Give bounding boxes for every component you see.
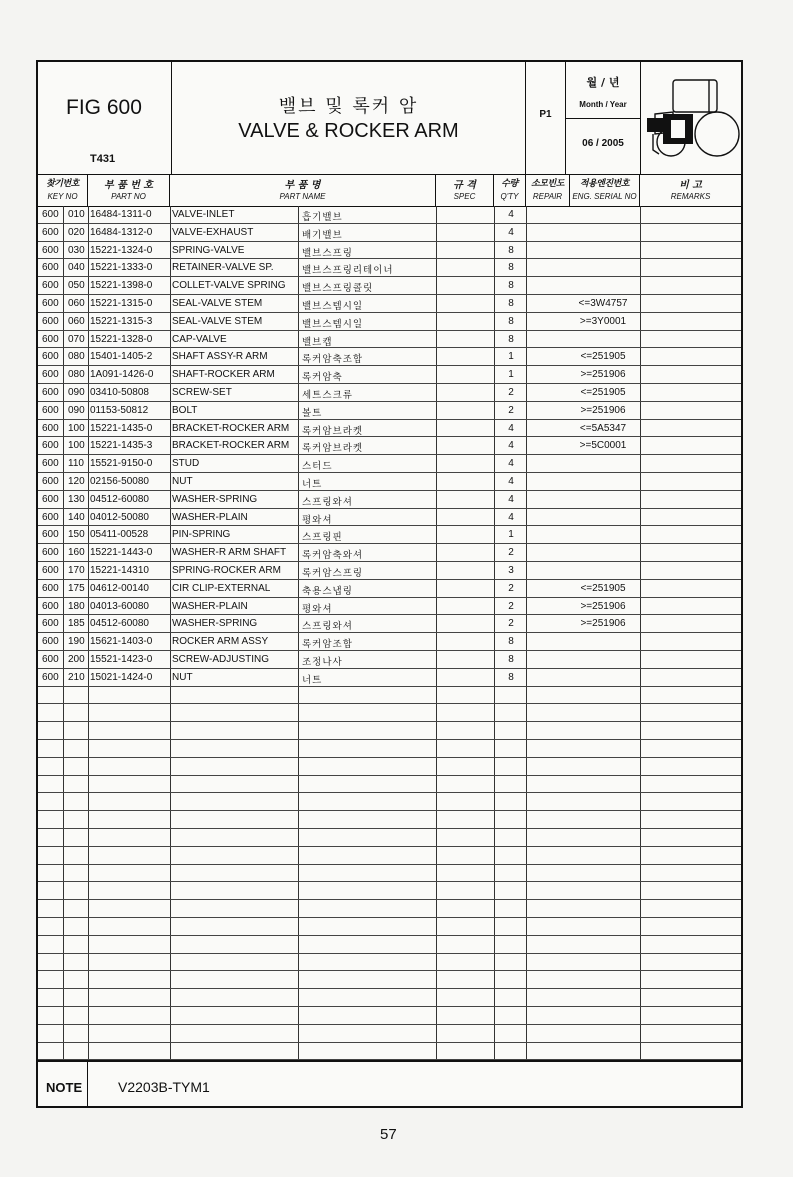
key-number-cell: 100	[68, 440, 85, 452]
title-box	[172, 62, 526, 174]
table-row	[38, 242, 741, 260]
table-row	[38, 259, 741, 277]
table-row	[38, 989, 741, 1007]
table-row	[38, 1007, 741, 1025]
quantity-cell: 8	[508, 262, 514, 274]
table-row	[38, 491, 741, 509]
table-row	[38, 331, 741, 349]
part-name-english-cell: PIN-SPRING	[172, 529, 231, 541]
table-row	[38, 402, 741, 420]
fig-number-cell: 600	[42, 369, 59, 381]
part-name-korean-cell: 흡기밸브	[302, 212, 343, 223]
part-name-english-cell: BRACKET-ROCKER ARM	[172, 422, 290, 434]
fig-number-cell: 600	[42, 565, 59, 576]
part-name-english-cell: WASHER-PLAIN	[172, 511, 248, 523]
key-number-cell: 180	[68, 600, 85, 612]
part-name-english-cell: SHAFT ASSY-R ARM	[172, 351, 268, 363]
table-row	[38, 509, 741, 527]
table-row	[38, 473, 741, 491]
part-number-cell: 1A091-1426-0	[90, 369, 154, 381]
date-box	[566, 62, 641, 174]
part-number-cell: 15221-1435-0	[90, 422, 153, 434]
table-row	[38, 669, 741, 687]
col-part-name-ko: 부 품 명	[284, 180, 321, 191]
fig-number-cell: 600	[42, 618, 59, 630]
fig-number-cell: 600	[42, 511, 59, 523]
col-part-no-ko: 부 품 번 호	[103, 180, 154, 191]
part-name-english-cell: WASHER-SPRING	[172, 493, 258, 505]
key-number-cell: 100	[68, 422, 85, 434]
table-row	[38, 562, 741, 580]
part-name-english-cell: SEAL-VALVE STEM	[172, 298, 263, 309]
quantity-cell: 4	[508, 493, 514, 505]
table-row	[38, 776, 741, 794]
quantity-cell: 2	[508, 404, 514, 416]
part-name-english-cell: BRACKET-ROCKER ARM	[172, 440, 290, 452]
part-name-english-cell: RETAINER-VALVE SP.	[172, 262, 274, 274]
part-number-cell: 04012-50080	[90, 511, 149, 523]
part-number-cell: 01153-50812	[90, 404, 149, 416]
page-number: 57	[380, 1126, 397, 1143]
part-name-korean-cell: 평와셔	[302, 514, 333, 526]
col-part-name-en: PART NAME	[279, 192, 326, 201]
part-name-english-cell: VALVE-INLET	[172, 209, 235, 220]
part-name-english-cell: BOLT	[172, 404, 198, 416]
table-row	[38, 384, 741, 402]
part-name-english-cell: SPRING-ROCKER ARM	[172, 565, 281, 576]
part-number-cell: 15221-1324-0	[90, 244, 153, 256]
quantity-cell: 4	[508, 209, 514, 220]
key-number-cell: 080	[68, 351, 85, 363]
page-code-box	[526, 62, 566, 174]
parts-table-body	[38, 206, 741, 1060]
fig-number-cell: 600	[42, 600, 59, 612]
col-remarks-ko: 비 고	[679, 180, 702, 191]
key-number-cell: 030	[68, 244, 85, 256]
part-name-korean-cell: 록커암조합	[302, 639, 353, 651]
fig-number-cell: 600	[42, 636, 59, 648]
date-divider	[566, 118, 640, 119]
quantity-cell: 8	[508, 333, 514, 345]
key-number-cell: 150	[68, 529, 85, 541]
col-remarks-en: REMARKS	[670, 192, 711, 201]
table-row	[38, 277, 741, 295]
table-row	[38, 793, 741, 811]
col-serial	[570, 174, 640, 206]
note-label: NOTE	[46, 1080, 83, 1095]
table-row	[38, 971, 741, 989]
part-number-cell: 15401-1405-2	[90, 351, 153, 363]
part-name-korean-cell: 록커암축조합	[302, 354, 364, 366]
quantity-cell: 2	[508, 582, 514, 594]
part-name-korean-cell: 너트	[302, 674, 323, 686]
table-row	[38, 633, 741, 651]
table-row	[38, 224, 741, 242]
part-number-cell: 05411-00528	[90, 529, 149, 541]
table-row	[38, 455, 741, 473]
col-remarks	[640, 174, 741, 206]
table-row	[38, 687, 741, 705]
quantity-cell: 8	[508, 298, 514, 309]
part-name-english-cell: SHAFT-ROCKER ARM	[172, 369, 275, 381]
date-label-english: Month / Year	[579, 100, 627, 109]
serial-range-cell: >=3Y0001	[579, 315, 627, 327]
fig-number-cell: 600	[42, 280, 59, 292]
table-row	[38, 1043, 741, 1061]
part-number-cell: 03410-50808	[90, 387, 149, 398]
part-name-korean-cell: 록커암브라켓	[302, 443, 364, 455]
col-key-no-ko: 찾기번호	[46, 179, 79, 189]
serial-range-cell: >=251906	[580, 404, 626, 416]
serial-range-cell: >=251906	[580, 369, 626, 381]
table-row	[38, 829, 741, 847]
part-name-korean-cell: 축용스냅링	[302, 585, 353, 597]
part-number-cell: 15221-1315-3	[90, 315, 153, 327]
quantity-cell: 8	[508, 280, 514, 292]
page-code: P1	[539, 109, 552, 120]
table-row	[38, 598, 741, 616]
quantity-cell: 8	[508, 636, 514, 648]
fig-number-cell: 600	[42, 209, 59, 220]
part-name-korean-cell: 스프링와셔	[302, 621, 353, 633]
quantity-cell: 4	[508, 511, 514, 523]
note-bar	[38, 1060, 741, 1108]
key-number-cell: 010	[68, 209, 85, 220]
part-name-english-cell: ROCKER ARM ASSY	[172, 636, 269, 648]
key-number-cell: 070	[68, 333, 85, 345]
key-number-cell: 185	[68, 618, 85, 630]
part-name-english-cell: NUT	[172, 671, 193, 683]
col-spec-en: SPEC	[453, 192, 476, 201]
fig-number-cell: 600	[42, 422, 59, 434]
part-number-cell: 15221-1333-0	[90, 262, 153, 274]
part-name-english-cell: NUT	[172, 476, 193, 487]
fig-number-cell: 600	[42, 529, 59, 541]
part-number-cell: 04512-60080	[90, 618, 149, 630]
part-name-english-cell: SCREW-ADJUSTING	[172, 654, 270, 665]
quantity-cell: 8	[508, 671, 514, 683]
table-row	[38, 740, 741, 758]
quantity-cell: 2	[508, 618, 514, 630]
fig-number-cell: 600	[42, 404, 59, 416]
part-name-korean-cell: 록커암축	[302, 372, 343, 384]
fig-number-cell: 600	[42, 262, 59, 274]
quantity-cell: 8	[508, 654, 514, 665]
serial-range-cell: <=3W4757	[578, 298, 628, 309]
col-spec-ko: 규 격	[453, 180, 476, 191]
col-repair-ko: 소모빈도	[531, 179, 564, 189]
date-label-korean: 월 / 년	[586, 76, 620, 89]
fig-number-cell: 600	[42, 351, 59, 363]
part-name-english-cell: WASHER-R ARM SHAFT	[172, 547, 287, 559]
fig-number-cell: 600	[42, 226, 59, 238]
part-name-korean-cell: 록커암브라켓	[302, 425, 364, 437]
quantity-cell: 4	[508, 476, 514, 487]
figure-number: FIG 600	[66, 96, 142, 119]
part-number-cell: 15221-1398-0	[90, 280, 153, 292]
table-row	[38, 526, 741, 544]
sheet-header	[38, 62, 741, 175]
col-key-no	[38, 174, 88, 206]
quantity-cell: 2	[508, 547, 514, 559]
part-number-cell: 15221-1315-0	[90, 298, 153, 309]
table-row	[38, 847, 741, 865]
fig-number-cell: 600	[42, 493, 59, 505]
fig-number-cell: 600	[42, 476, 59, 487]
table-row	[38, 900, 741, 918]
quantity-cell: 3	[508, 565, 514, 576]
part-number-cell: 02156-50080	[90, 476, 149, 487]
quantity-cell: 4	[508, 422, 514, 434]
note-text: V2203B-TYM1	[118, 1079, 210, 1095]
col-part-no-en: PART NO	[111, 192, 146, 201]
col-serial-en: ENG. SERIAL NO	[572, 192, 637, 201]
part-name-english-cell: WASHER-PLAIN	[172, 600, 248, 612]
quantity-cell: 1	[508, 529, 514, 541]
table-row	[38, 1025, 741, 1043]
table-row	[38, 295, 741, 313]
key-number-cell: 130	[68, 493, 85, 505]
model-code: T431	[90, 153, 116, 165]
col-qty-ko: 수량	[501, 179, 518, 189]
key-number-cell: 210	[68, 671, 85, 683]
serial-range-cell: >=5C0001	[579, 440, 627, 452]
table-row	[38, 882, 741, 900]
part-name-korean-cell: 밸브스프링리테이너	[302, 265, 394, 277]
table-row	[38, 918, 741, 936]
part-name-english-cell: COLLET-VALVE SPRING	[172, 280, 286, 292]
title-korean: 밸브 및 록커 암	[278, 96, 419, 117]
table-row	[38, 936, 741, 954]
serial-range-cell: >=251906	[580, 600, 626, 612]
key-number-cell: 060	[68, 298, 85, 309]
table-row	[38, 206, 741, 224]
serial-range-cell: <=5A5347	[579, 422, 627, 434]
key-number-cell: 110	[68, 458, 84, 470]
part-name-english-cell: SPRING-VALVE	[172, 244, 245, 256]
table-row	[38, 704, 741, 722]
part-name-korean-cell: 조정나사	[302, 657, 343, 668]
date-value: 06 / 2005	[582, 138, 624, 149]
fig-number-cell: 600	[42, 458, 59, 470]
part-name-korean-cell: 볼트	[302, 407, 323, 419]
key-number-cell: 020	[68, 226, 85, 238]
table-row	[38, 313, 741, 331]
col-part-name	[170, 174, 436, 206]
col-key-no-en: KEY NO	[47, 192, 78, 201]
key-number-cell: 040	[68, 262, 85, 274]
fig-number-cell: 600	[42, 298, 59, 309]
quantity-cell: 1	[508, 351, 514, 363]
part-name-english-cell: VALVE-EXHAUST	[172, 226, 254, 238]
part-name-korean-cell: 밸브스템시일	[302, 318, 364, 330]
serial-range-cell: <=251905	[580, 387, 626, 398]
fig-number-cell: 600	[42, 315, 59, 327]
col-qty	[494, 174, 526, 206]
quantity-cell: 2	[508, 600, 514, 612]
tractor-icon	[641, 62, 741, 174]
table-row	[38, 420, 741, 438]
key-number-cell: 050	[68, 280, 85, 292]
table-row	[38, 348, 741, 366]
part-name-english-cell: SEAL-VALVE STEM	[172, 315, 263, 327]
key-number-cell: 175	[68, 582, 85, 594]
quantity-cell: 8	[508, 315, 514, 327]
quantity-cell: 4	[508, 226, 514, 238]
table-row	[38, 544, 741, 562]
part-number-cell: 04612-00140	[90, 582, 149, 594]
fig-number-cell: 600	[42, 244, 59, 256]
part-name-english-cell: CAP-VALVE	[172, 333, 227, 345]
part-number-cell: 16484-1311-0	[90, 209, 152, 220]
part-name-korean-cell: 스프링와셔	[302, 496, 353, 508]
part-name-korean-cell: 스터드	[302, 461, 333, 473]
part-name-korean-cell: 평와셔	[302, 603, 333, 615]
key-number-cell: 200	[68, 654, 85, 665]
key-number-cell: 160	[68, 547, 85, 559]
part-number-cell: 15521-1423-0	[90, 654, 153, 665]
quantity-cell: 4	[508, 440, 514, 452]
col-qty-en: Q'TY	[500, 192, 519, 201]
table-row	[38, 580, 741, 598]
part-name-english-cell: WASHER-SPRING	[172, 618, 258, 630]
key-number-cell: 080	[68, 369, 85, 381]
column-header-row	[38, 174, 741, 207]
part-name-korean-cell: 너트	[302, 479, 323, 490]
quantity-cell: 4	[508, 458, 514, 470]
fig-number-cell: 600	[42, 547, 59, 559]
table-row	[38, 865, 741, 883]
col-part-no	[88, 174, 170, 206]
col-repair	[526, 174, 570, 206]
fig-number-cell: 600	[42, 654, 59, 665]
fig-number-cell: 600	[42, 582, 59, 594]
table-row	[38, 615, 741, 633]
part-name-korean-cell: 밸브스프링	[302, 247, 353, 259]
key-number-cell: 060	[68, 315, 85, 327]
part-number-cell: 15221-1443-0	[90, 547, 153, 559]
part-name-korean-cell: 록커암스프링	[302, 568, 364, 579]
part-name-korean-cell: 스프링핀	[302, 532, 343, 544]
table-row	[38, 366, 741, 384]
table-row	[38, 437, 741, 455]
part-number-cell: 15621-1403-0	[90, 636, 153, 648]
part-name-english-cell: STUD	[172, 458, 200, 470]
figure-box	[38, 62, 172, 174]
fig-number-cell: 600	[42, 387, 59, 398]
key-number-cell: 090	[68, 404, 85, 416]
col-repair-en: REPAIR	[532, 192, 563, 201]
part-name-korean-cell: 밸브캡	[302, 336, 333, 348]
table-row	[38, 722, 741, 740]
fig-number-cell: 600	[42, 671, 59, 683]
part-number-cell: 15021-1424-0	[90, 671, 153, 683]
key-number-cell: 120	[68, 476, 85, 487]
table-row	[38, 811, 741, 829]
part-number-cell: 16484-1312-0	[90, 226, 153, 238]
parts-catalog-sheet	[36, 60, 743, 1108]
part-name-english-cell: SCREW-SET	[172, 387, 232, 398]
part-number-cell: 15221-1435-3	[90, 440, 153, 452]
quantity-cell: 8	[508, 244, 514, 256]
part-number-cell: 15221-14310	[90, 565, 149, 576]
fig-number-cell: 600	[42, 333, 59, 345]
key-number-cell: 190	[68, 636, 85, 648]
quantity-cell: 2	[508, 387, 514, 398]
serial-range-cell: <=251905	[580, 582, 626, 594]
table-row	[38, 954, 741, 972]
part-number-cell: 04512-60080	[90, 493, 149, 505]
part-name-korean-cell: 세트스크류	[302, 390, 353, 401]
part-name-korean-cell: 록커암축와셔	[302, 550, 364, 562]
part-name-korean-cell: 배기밸브	[302, 229, 343, 241]
table-row	[38, 758, 741, 776]
key-number-cell: 140	[68, 511, 85, 523]
part-number-cell: 15521-9150-0	[90, 458, 153, 470]
part-number-cell: 04013-60080	[90, 600, 149, 612]
title-english: VALVE & ROCKER ARM	[238, 120, 459, 142]
part-name-korean-cell: 밸브스템시일	[302, 301, 364, 312]
note-label-box	[38, 1062, 88, 1108]
serial-range-cell: >=251906	[580, 618, 626, 630]
serial-range-cell: <=251905	[580, 351, 626, 363]
part-name-english-cell: CIR CLIP-EXTERNAL	[172, 582, 271, 594]
table-row	[38, 651, 741, 669]
fig-number-cell: 600	[42, 440, 59, 452]
col-spec	[436, 174, 494, 206]
part-name-korean-cell: 밸브스프링콜릿	[302, 283, 374, 295]
key-number-cell: 170	[68, 565, 85, 576]
part-number-cell: 15221-1328-0	[90, 333, 153, 345]
col-serial-ko: 적용엔진번호	[579, 179, 630, 189]
key-number-cell: 090	[68, 387, 85, 398]
quantity-cell: 1	[508, 369, 514, 381]
